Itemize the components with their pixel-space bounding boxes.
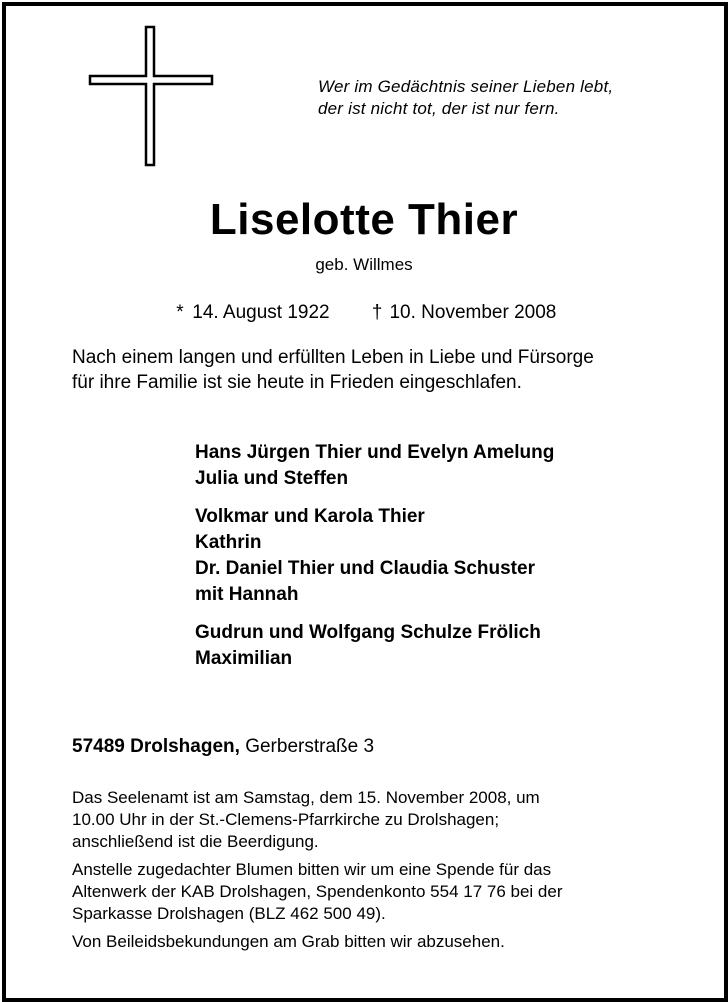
- family-member: Volkmar und Karola Thier: [195, 506, 425, 527]
- condolence-line: Von Beileidsbekundungen am Grab bitten wir abzusehen.: [72, 932, 505, 951]
- death-symbol: †: [371, 302, 383, 323]
- death-date: 10. November 2008: [389, 302, 557, 323]
- family-group: [195, 620, 554, 672]
- service-line: 10.00 Uhr in der St.-Clemens-Pfarrkirche zu Drolshagen;: [72, 810, 500, 829]
- address: [72, 734, 374, 760]
- donation-paragraph: [72, 859, 563, 925]
- address-street: Gerberstraße 3: [245, 736, 375, 757]
- cross-icon: [88, 25, 214, 167]
- service-line: Das Seelenamt ist am Samstag, dem 15. November 2008, um: [72, 788, 540, 807]
- intro-text: [72, 345, 594, 395]
- family-member: Julia und Steffen: [195, 468, 349, 489]
- family-group: [195, 504, 554, 608]
- family-list: [195, 440, 554, 684]
- birth-date: 14. August 1922: [192, 302, 330, 323]
- donation-line: Anstelle zugedachter Blumen bitten wir um eine Spende für das: [72, 860, 552, 879]
- family-member: mit Hannah: [195, 584, 299, 605]
- notice-details: [72, 787, 563, 959]
- maiden-name: geb. Willmes: [315, 255, 413, 274]
- family-member: Hans Jürgen Thier und Evelyn Amelung: [195, 442, 555, 463]
- motto-line: Wer im Gedächtnis seiner Lieben lebt,: [318, 77, 614, 96]
- donation-line: Sparkasse Drolshagen (BLZ 462 500 49).: [72, 904, 386, 923]
- family-group: [195, 440, 554, 492]
- service-line: anschließend ist die Beerdigung.: [72, 832, 319, 851]
- birth-symbol: *: [176, 302, 184, 323]
- family-member: Gudrun und Wolfgang Schulze Frölich: [195, 622, 541, 643]
- life-dates: [173, 300, 556, 326]
- family-member: Dr. Daniel Thier und Claudia Schuster: [195, 558, 535, 579]
- condolence-paragraph: [72, 931, 563, 953]
- service-paragraph: [72, 787, 563, 853]
- intro-line: Nach einem langen und erfüllten Leben in Liebe und Fürsorge: [72, 347, 594, 368]
- donation-line: Altenwerk der KAB Drolshagen, Spendenkonto 554 17 76 bei der: [72, 882, 563, 901]
- intro-line: für ihre Familie ist sie heute in Frieden eingeschlafen.: [72, 372, 522, 393]
- family-member: Kathrin: [195, 532, 262, 553]
- address-city: 57489 Drolshagen,: [72, 736, 240, 757]
- deceased-name: Liselotte Thier: [209, 195, 519, 244]
- motto-quote: [318, 76, 613, 120]
- motto-line: der ist nicht tot, der ist nur fern.: [318, 99, 560, 118]
- family-member: Maximilian: [195, 648, 293, 669]
